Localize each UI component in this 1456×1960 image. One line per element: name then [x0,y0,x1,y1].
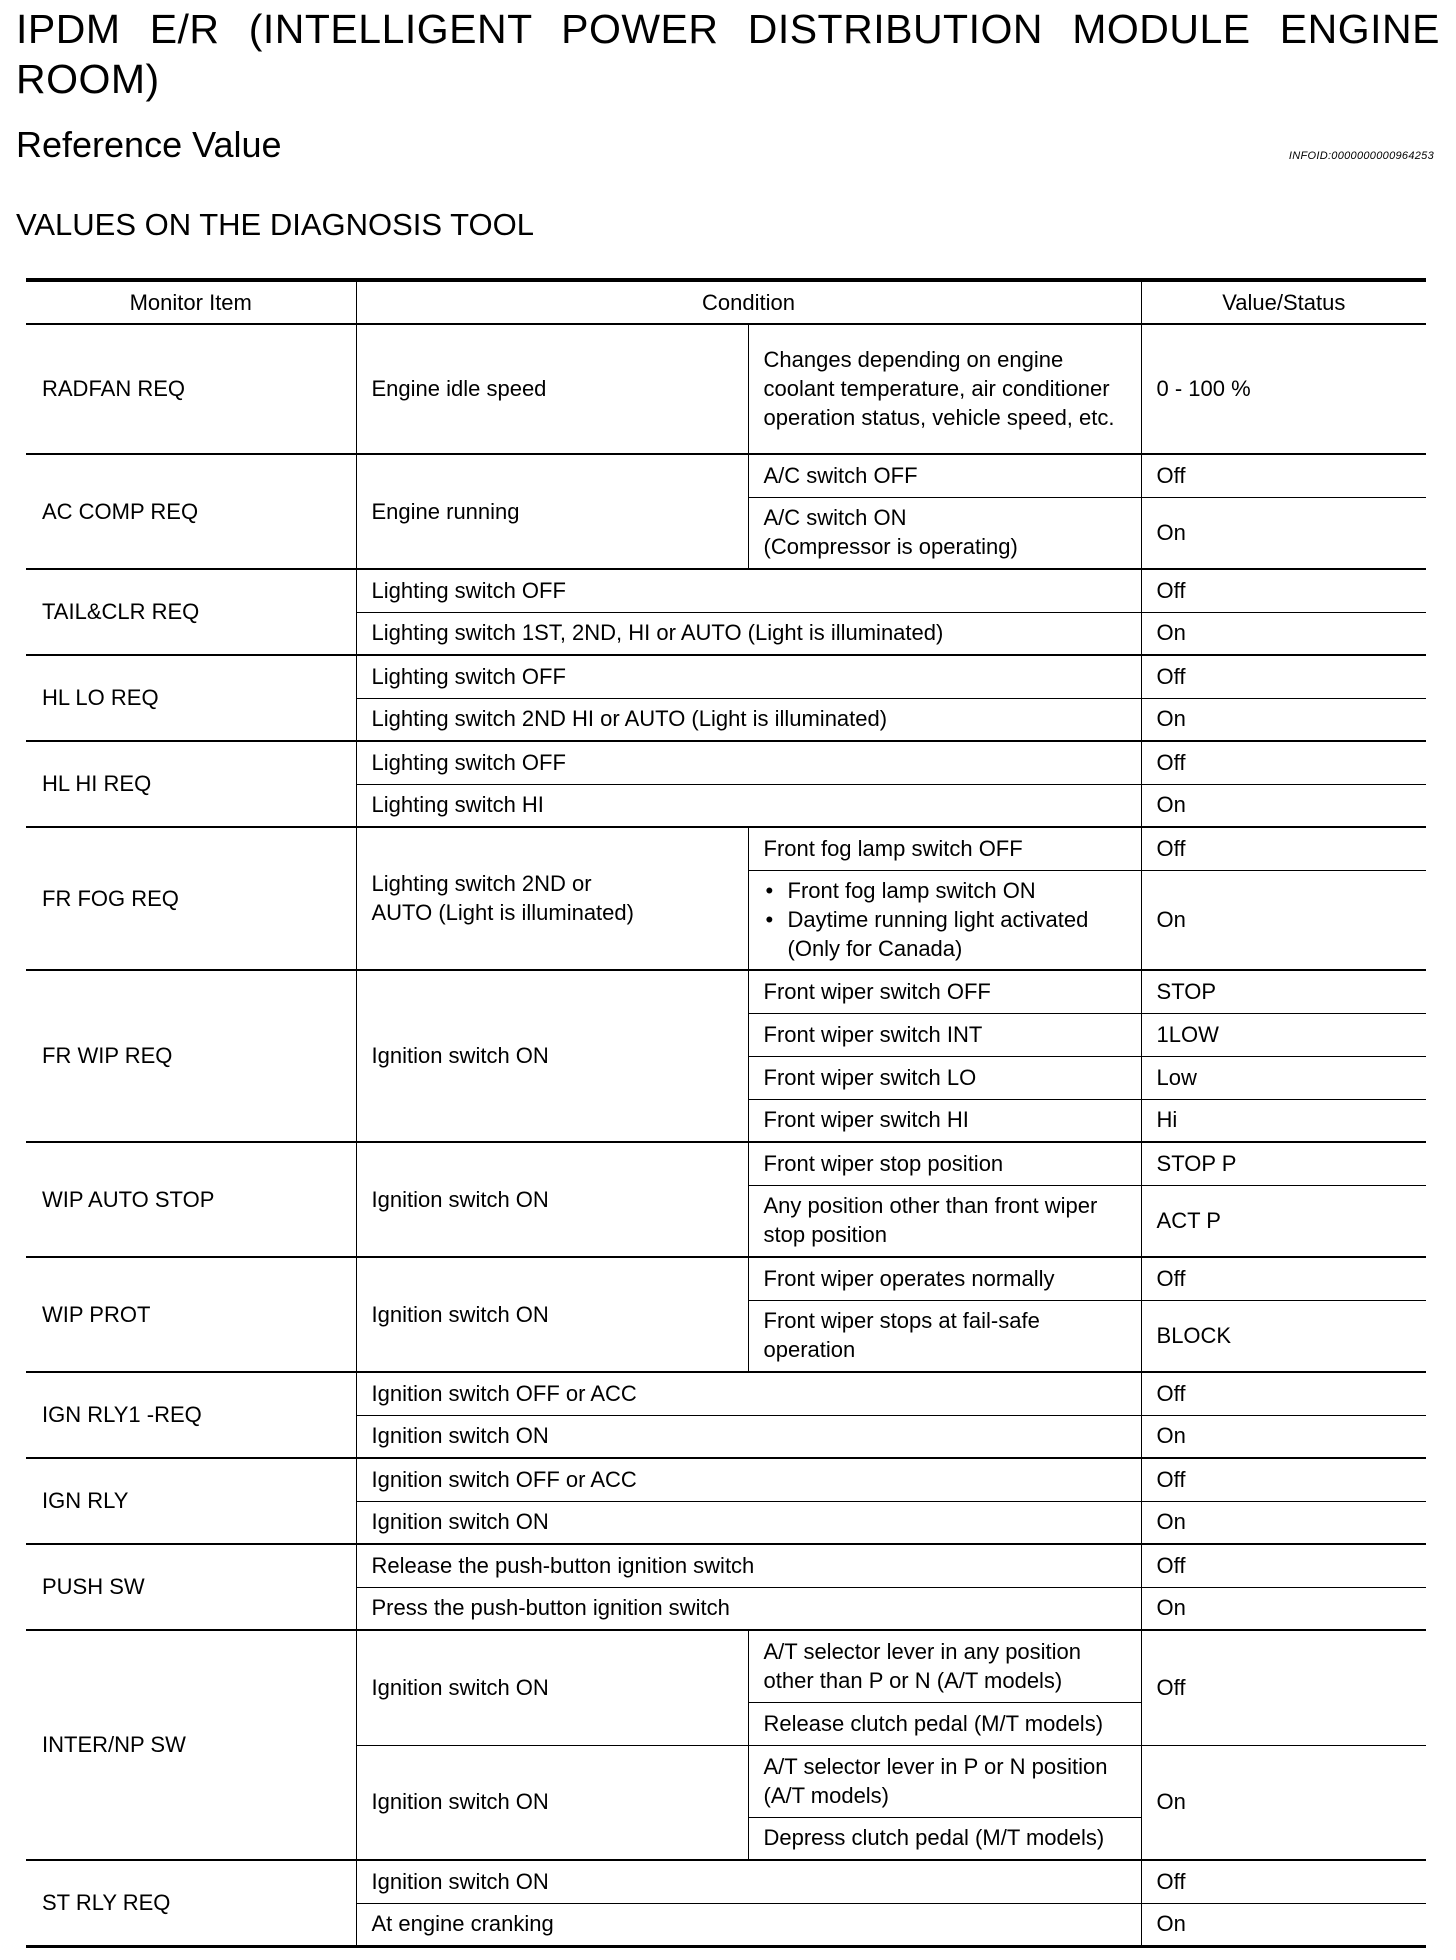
condition: Engine running [356,454,748,569]
monitor-item: RADFAN REQ [26,324,356,454]
value-status: Off [1141,454,1426,497]
table-row [26,324,1426,454]
condition: Release the push-button ignition switch [356,1544,1141,1587]
table-row [26,1544,1426,1587]
value-status: STOP P [1141,1142,1426,1185]
monitor-item: AC COMP REQ [26,454,356,569]
table-row [26,1458,1426,1501]
table-row [26,454,1426,497]
sub-condition: Release clutch pedal (M/T models) [748,1702,1141,1745]
sub-condition [748,497,1141,569]
table-header-row [26,280,1426,324]
sub-condition: Changes depending on engine coolant temperature, air conditioner operation status, vehicle speed, etc. [748,324,1141,454]
condition: Ignition switch ON [356,1142,748,1257]
value-status: Hi [1141,1099,1426,1142]
condition: Engine idle speed [356,324,748,454]
table-row [26,655,1426,698]
sub-condition: Depress clutch pedal (M/T models) [748,1817,1141,1860]
condition-line: AUTO (Light is illuminated) [371,900,634,925]
monitor-item: HL LO REQ [26,655,356,741]
table-row [26,1257,1426,1300]
value-status: On [1141,698,1426,741]
monitor-item: FR WIP REQ [26,970,356,1142]
sub-condition: Front wiper operates normally [748,1257,1141,1300]
value-status: On [1141,1587,1426,1630]
header-monitor-item: Monitor Item [26,280,356,324]
monitor-item: WIP PROT [26,1257,356,1372]
value-status: Off [1141,655,1426,698]
condition: At engine cranking [356,1903,1141,1946]
monitor-item: WIP AUTO STOP [26,1142,356,1257]
sub-condition: A/T selector lever in any position other than P or N (A/T models) [748,1630,1141,1702]
info-id: INFOID:0000000000964253 [1288,150,1434,162]
condition: Ignition switch ON [356,1745,748,1860]
table-row [26,741,1426,784]
monitor-item: PUSH SW [26,1544,356,1630]
sub-condition-line: (Compressor is operating) [763,534,1018,560]
condition: Lighting switch 1ST, 2ND, HI or AUTO (Light is illuminated) [356,612,1141,655]
value-status: Off [1141,569,1426,612]
condition: Ignition switch ON [356,1630,748,1745]
value-status: Off [1141,1372,1426,1415]
sub-condition: Front wiper stops at fail-safe operation [748,1300,1141,1372]
condition: Lighting switch OFF [356,655,1141,698]
condition: Ignition switch ON [356,1501,1141,1544]
value-status: 1LOW [1141,1013,1426,1056]
value-status: On [1141,1501,1426,1544]
table-row [26,1630,1426,1702]
reference-value-table [26,278,1426,1948]
value-status: On [1141,870,1426,970]
value-status: Off [1141,1860,1426,1903]
value-status: Off [1141,1630,1426,1745]
value-status: On [1141,1903,1426,1946]
bullet-item: • Front fog lamp switch ON [764,876,1127,905]
sub-condition: Front wiper switch HI [748,1099,1141,1142]
header-value-status: Value/Status [1141,280,1426,324]
sub-condition-line: A/C switch ON [763,505,907,531]
sub-condition: Front wiper switch LO [748,1056,1141,1099]
monitor-item: TAIL&CLR REQ [26,569,356,655]
condition: Ignition switch ON [356,1257,748,1372]
condition: Ignition switch ON [356,1860,1141,1903]
table-row [26,970,1426,1013]
table-row [26,569,1426,612]
monitor-item: IGN RLY [26,1458,356,1544]
condition: Ignition switch ON [356,970,748,1142]
condition: Lighting switch OFF [356,741,1141,784]
table-row [26,1860,1426,1903]
value-status: STOP [1141,970,1426,1013]
table-row [26,1372,1426,1415]
condition: Lighting switch 2ND HI or AUTO (Light is illuminated) [356,698,1141,741]
monitor-item: ST RLY REQ [26,1860,356,1946]
monitor-item: HL HI REQ [26,741,356,827]
table-heading: VALUES ON THE DIAGNOSIS TOOL [16,207,534,242]
value-status: Low [1141,1056,1426,1099]
value-status: Off [1141,1544,1426,1587]
sub-condition: Front wiper switch OFF [748,970,1141,1013]
page-title: IPDM E/R (INTELLIGENT POWER DISTRIBUTION MODULE ENGINE ROOM) [16,6,1440,102]
sub-condition: Front wiper switch INT [748,1013,1141,1056]
value-status: On [1141,612,1426,655]
condition: Ignition switch OFF or ACC [356,1458,1141,1501]
condition: Press the push-button ignition switch [356,1587,1141,1630]
value-status: Off [1141,741,1426,784]
condition: Ignition switch OFF or ACC [356,1372,1141,1415]
bullet-item: • Daytime running light activated (Only for Canada) [764,905,1127,963]
sub-condition: Any position other than front wiper stop position [748,1185,1141,1257]
section-subtitle: Reference Value [16,124,282,165]
monitor-item: INTER/NP SW [26,1630,356,1860]
condition-line: Lighting switch 2ND or [371,871,592,896]
header-condition: Condition [356,280,1141,324]
condition: Lighting switch HI [356,784,1141,827]
condition [356,827,748,970]
sub-condition: Front wiper stop position [748,1142,1141,1185]
table-row [26,1142,1426,1185]
value-status: Off [1141,827,1426,870]
value-status: BLOCK [1141,1300,1426,1372]
bullet-list [764,876,1127,963]
value-status: On [1141,497,1426,569]
monitor-item: IGN RLY1 -REQ [26,1372,356,1458]
sub-condition: Front fog lamp switch OFF [748,827,1141,870]
value-status: 0 - 100 % [1141,324,1426,454]
value-status: On [1141,1415,1426,1458]
value-status: On [1141,1745,1426,1860]
condition: Ignition switch ON [356,1415,1141,1458]
sub-condition [748,870,1141,970]
value-status: ACT P [1141,1185,1426,1257]
value-status: On [1141,784,1426,827]
value-status: Off [1141,1458,1426,1501]
condition: Lighting switch OFF [356,569,1141,612]
value-status: Off [1141,1257,1426,1300]
table-row [26,827,1426,870]
sub-condition: A/T selector lever in P or N position (A/T models) [748,1745,1141,1817]
monitor-item: FR FOG REQ [26,827,356,970]
sub-condition: A/C switch OFF [748,454,1141,497]
